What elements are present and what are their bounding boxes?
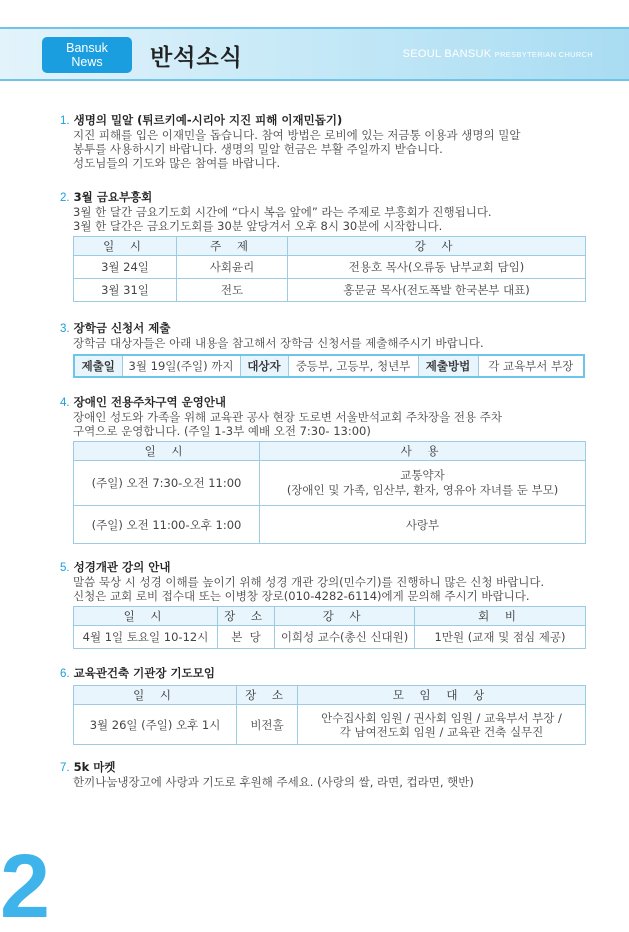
scholarship-table: [73, 354, 585, 378]
table-header: 일 시: [74, 237, 177, 256]
section-2: [60, 190, 590, 302]
section-4-body: [60, 410, 590, 438]
table-cell: 홍문균 목사(전도폭발 한국본부 대표): [288, 279, 586, 302]
table-cell: 3월 26일 (주일) 오후 1시: [74, 705, 237, 745]
section-title-text: 성경개관 강의 안내: [73, 560, 171, 574]
section-3-title: [60, 321, 590, 336]
page-title: 반석소식: [150, 45, 243, 71]
section-1-title: [60, 113, 590, 128]
table-header: 장 소: [237, 686, 298, 705]
table-cell: 각 교육부서 부장: [478, 355, 584, 377]
body-line: 장애인 성도와 가족을 위해 교육관 공사 현장 도로변 서울반석교회 주차장을 전용 주차: [73, 410, 503, 424]
section-title-text: 생명의 밀알 (튀르키예-시리아 지진 피해 이재민돕기): [73, 113, 343, 127]
section-number: 5.: [60, 562, 70, 574]
church-name-sub: PRESBYTERIAN CHURCH: [494, 50, 593, 59]
table-cell: 사랑부: [260, 506, 586, 544]
table-header: 강 사: [275, 607, 415, 626]
table-cell: [260, 461, 586, 506]
body-line: 성도님들의 기도와 많은 참여를 바랍니다.: [73, 156, 281, 170]
body-line: 봉투를 사용하시기 바랍니다. 생명의 밀알 헌금은 부활 주일까지 받습니다.: [73, 142, 443, 156]
logo-line-2: News: [71, 55, 103, 69]
section-4: [60, 395, 590, 544]
table-cell: 3월 24일: [74, 256, 177, 279]
section-6-title: [60, 666, 590, 681]
section-2-body: [60, 205, 590, 233]
cell-line: 안수집사회 임원 / 권사회 임원 / 교육부서 부장 /: [321, 710, 562, 725]
table-header-row: [74, 442, 586, 461]
body-line: 구역으로 운영합니다. (주일 1-3부 예배 오전 7:30- 13:00): [73, 424, 371, 438]
table-cell: 중등부, 고등부, 청년부: [288, 355, 418, 377]
section-5-title: [60, 560, 590, 575]
table-cell: 전도: [177, 279, 288, 302]
table-header: 사 용: [260, 442, 586, 461]
section-title-text: 교육관건축 기관장 기도모임: [73, 666, 215, 680]
section-3: [60, 321, 590, 378]
page-number: 2: [0, 837, 51, 932]
table-cell: [298, 705, 586, 745]
table-cell: 이희성 교수(총신 신대원): [275, 626, 415, 649]
parking-table: [73, 441, 586, 544]
table-header: 대상자: [240, 355, 288, 377]
table-header-row: [74, 686, 586, 705]
section-title-text: 장학금 신청서 제출: [73, 321, 171, 335]
table-cell: 본 당: [218, 626, 275, 649]
table-cell: 1만원 (교재 및 점심 제공): [415, 626, 586, 649]
table-header: 제출방법: [418, 355, 478, 377]
section-1: [60, 113, 590, 170]
section-6: [60, 666, 590, 745]
table-header: 회 비: [415, 607, 586, 626]
table-cell: 비전홀: [237, 705, 298, 745]
bible-lecture-table: [73, 606, 586, 649]
body-line: 3월 한 달간 금요기도회 시간에 “다시 복음 앞에” 라는 주제로 부흥회가 진행됩니다.: [73, 205, 492, 219]
section-4-title: [60, 395, 590, 410]
table-cell: (주일) 오전 7:30-오전 11:00: [74, 461, 260, 506]
bansuk-news-logo: [42, 37, 132, 73]
cell-line: 교통약자: [400, 468, 445, 482]
section-5: [60, 560, 590, 649]
section-number: 1.: [60, 115, 70, 127]
body-line: 지진 피해를 입은 이재민을 돕습니다. 참여 방법은 로비에 있는 저금통 이용과 생명의 밀알: [73, 128, 521, 142]
body-line: 한끼나눔냉장고에 사랑과 기도로 후원해 주세요. (사랑의 쌀, 라면, 컵라면, 햇반): [73, 775, 474, 789]
table-cell: 3월 19일(주일) 까지: [122, 355, 240, 377]
cell-line: (장애인 및 가족, 임산부, 환자, 영유아 자녀를 둔 부모): [286, 483, 559, 497]
table-row: [74, 705, 586, 745]
table-header: 강 사: [288, 237, 586, 256]
section-number: 2.: [60, 192, 70, 204]
cell-line: 각 남여전도회 임원 / 교육관 건축 실무진: [339, 724, 544, 739]
section-number: 4.: [60, 397, 70, 409]
table-row: [74, 279, 586, 302]
table-cell: 4월 1일 토요일 10-12시: [74, 626, 218, 649]
table-header: 일 시: [74, 607, 218, 626]
body-line: 신청은 교회 로비 접수대 또는 이병창 장로(010-4282-6114)에게 문의해 주시기 바랍니다.: [73, 589, 530, 603]
section-2-title: [60, 190, 590, 205]
section-number: 3.: [60, 323, 70, 335]
table-cell: 사회윤리: [177, 256, 288, 279]
body-line: 말씀 묵상 시 성경 이해를 높이기 위해 성경 개관 강의(민수기)를 진행하니 많은 신청 바랍니다.: [73, 575, 545, 589]
table-header: 주 제: [177, 237, 288, 256]
table-row: [74, 461, 586, 506]
table-header: 장 소: [218, 607, 275, 626]
table-header-row: [74, 237, 586, 256]
table-header-row: [74, 607, 586, 626]
section-3-body: [60, 336, 590, 350]
body-line: 장학금 대상자들은 아래 내용을 참고해서 장학금 신청서를 제출해주시기 바랍니다.: [73, 336, 484, 350]
table-row: [74, 256, 586, 279]
church-name: [403, 48, 593, 60]
table-header: 모 임 대 상: [298, 686, 586, 705]
section-7-body: [60, 775, 590, 789]
table-cell: (주일) 오전 11:00-오후 1:00: [74, 506, 260, 544]
section-1-body: [60, 128, 590, 170]
table-row: [74, 355, 584, 377]
prayer-meeting-table: [73, 685, 586, 745]
table-header: 일 시: [74, 686, 237, 705]
table-row: [74, 506, 586, 544]
table-header: 제출일: [74, 355, 122, 377]
section-title-text: 5k 마켓: [73, 760, 116, 774]
section-7-title: [60, 760, 590, 775]
logo-line-1: Bansuk: [66, 41, 108, 55]
church-name-main: SEOUL BANSUK: [402, 48, 492, 60]
table-cell: 3월 31일: [74, 279, 177, 302]
header-banner: [0, 27, 629, 81]
section-7: [60, 760, 590, 789]
section-title-text: 3월 금요부흥회: [73, 190, 153, 204]
table-row: [74, 626, 586, 649]
table-header: 일 시: [74, 442, 260, 461]
revival-schedule-table: [73, 236, 586, 302]
section-number: 6.: [60, 668, 70, 680]
section-5-body: [60, 575, 590, 603]
section-number: 7.: [60, 762, 70, 774]
table-cell: 전용호 목사(오류동 남부교회 담임): [288, 256, 586, 279]
section-title-text: 장애인 전용주차구역 운영안내: [73, 395, 227, 409]
body-line: 3월 한 달간은 금요기도회를 30분 앞당겨서 오후 8시 30분에 시작합니다.: [73, 219, 443, 233]
